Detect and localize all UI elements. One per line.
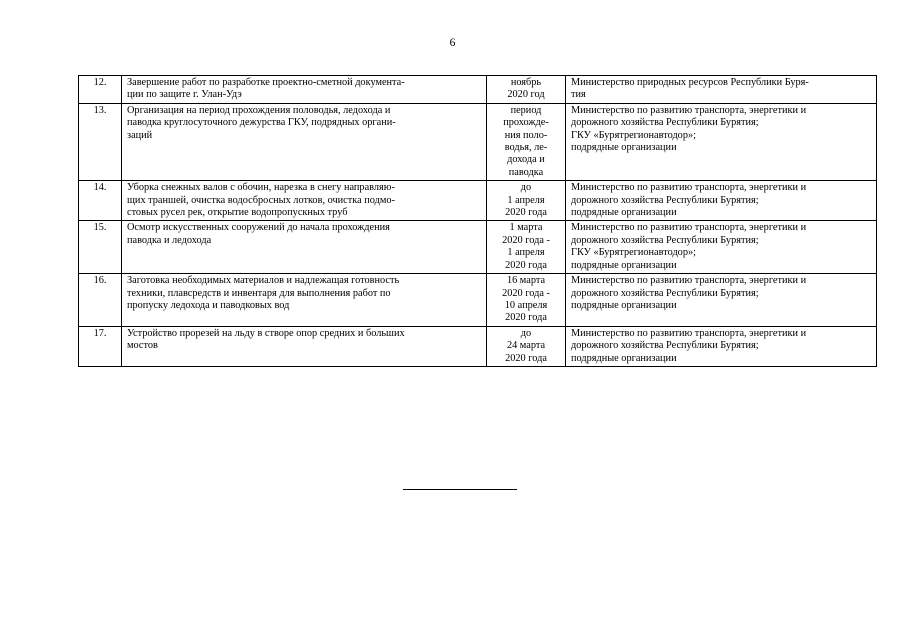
- responsible-parties: Министерство по развитию транспорта, энергетики и дорожного хозяйства Республики Бурятия; подрядные организации: [566, 181, 877, 221]
- page-number: 6: [449, 37, 456, 49]
- responsible-parties: Министерство по развитию транспорта, энергетики и дорожного хозяйства Республики Бурятия; ГКУ «Бурятрегионавтодор»; подрядные организации: [566, 221, 877, 274]
- deadline: 1 марта 2020 года - 1 апреля 2020 года: [487, 221, 566, 274]
- deadline: 16 марта 2020 года - 10 апреля 2020 года: [487, 274, 566, 327]
- row-number: 12.: [79, 76, 122, 104]
- task-description: Завершение работ по разработке проектно-сметной документа- ции по защите г. Улан-Удэ: [122, 76, 487, 104]
- task-description: Уборка снежных валов с обочин, нарезка в снегу направляю- щих траншей, очистка водосбросных лотков, очистка подмо- стовых русел рек, открытие водопропускных труб: [122, 181, 487, 221]
- table-row: [79, 103, 877, 180]
- row-number: 15.: [79, 221, 122, 274]
- row-number: 14.: [79, 181, 122, 221]
- table-row: [79, 326, 877, 366]
- responsible-parties: Министерство по развитию транспорта, энергетики и дорожного хозяйства Республики Бурятия; ГКУ «Бурятрегионавтодор»; подрядные организации: [566, 103, 877, 180]
- table-row: [79, 181, 877, 221]
- responsible-parties: Министерство по развитию транспорта, энергетики и дорожного хозяйства Республики Бурятия; подрядные организации: [566, 326, 877, 366]
- task-description: Организация на период прохождения половодья, ледохода и паводка круглосуточного дежурства ГКУ, подрядных органи- заций: [122, 103, 487, 180]
- row-number: 13.: [79, 103, 122, 180]
- deadline: до 1 апреля 2020 года: [487, 181, 566, 221]
- responsible-parties: Министерство природных ресурсов Республики Буря- тия: [566, 76, 877, 104]
- task-description: Осмотр искусственных сооружений до начала прохождения паводка и ледохода: [122, 221, 487, 274]
- table-row: [79, 274, 877, 327]
- deadline: ноябрь 2020 год: [487, 76, 566, 104]
- row-number: 17.: [79, 326, 122, 366]
- table-row: [79, 76, 877, 104]
- task-description: Устройство прорезей на льду в створе опор средних и больших мостов: [122, 326, 487, 366]
- table-body: [79, 76, 877, 367]
- deadline: период прохожде- ния поло- водья, ле- дохода и паводка: [487, 103, 566, 180]
- table-row: [79, 221, 877, 274]
- measures-table: [78, 75, 877, 367]
- task-description: Заготовка необходимых материалов и надлежащая готовность техники, плавсредств и инвентаря для выполнения работ по пропуску ледохода и паводковых вод: [122, 274, 487, 327]
- end-of-document-line: [403, 489, 517, 490]
- responsible-parties: Министерство по развитию транспорта, энергетики и дорожного хозяйства Республики Бурятия; подрядные организации: [566, 274, 877, 327]
- deadline: до 24 марта 2020 года: [487, 326, 566, 366]
- row-number: 16.: [79, 274, 122, 327]
